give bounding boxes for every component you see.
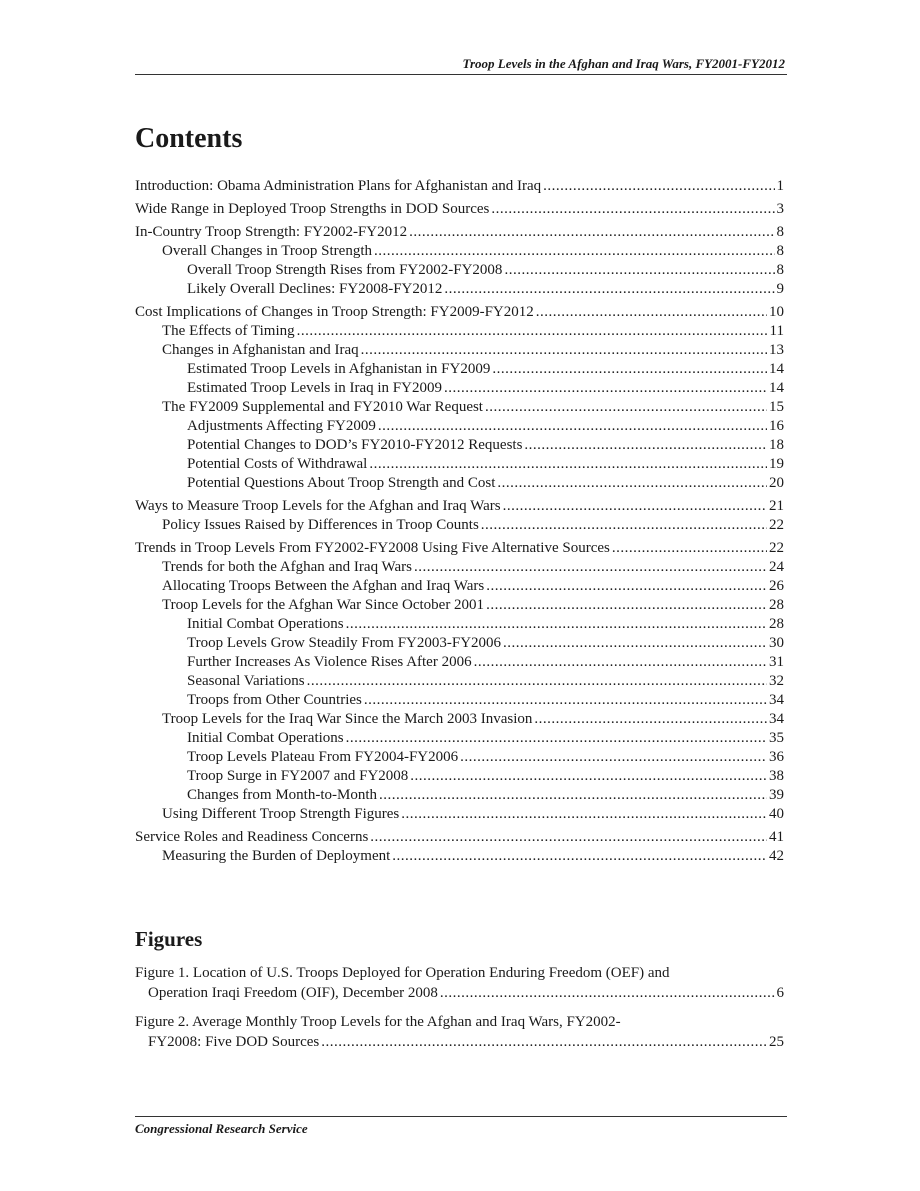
footer-rule (135, 1116, 787, 1117)
toc-entry-title: Potential Questions About Troop Strength and Cost (187, 475, 496, 491)
toc-entry[interactable] (135, 748, 784, 767)
toc-dot-leader (346, 615, 767, 634)
toc-entry-title: Further Increases As Violence Rises After 2006 (187, 654, 472, 670)
toc-entry-title: Ways to Measure Troop Levels for the Afghan and Iraq Wars (135, 498, 501, 514)
toc-entry[interactable] (135, 261, 784, 280)
running-header: Troop Levels in the Afghan and Iraq Wars, FY2001-FY2012 (462, 56, 785, 71)
toc-page-number: 1 (776, 178, 784, 194)
toc-entry[interactable] (135, 615, 784, 634)
toc-entry-title: Seasonal Variations (187, 673, 305, 689)
toc-entry-title: Initial Combat Operations (187, 616, 344, 632)
toc-dot-leader (444, 280, 774, 299)
toc-dot-leader (486, 596, 767, 615)
contents-heading: Contents (135, 123, 243, 154)
figure-entry-continuation (135, 1032, 784, 1052)
toc-page-number: 31 (769, 654, 784, 670)
toc-entry-title: Troops from Other Countries (187, 692, 362, 708)
figure-page-number: 6 (776, 985, 784, 1001)
toc-dot-leader (534, 710, 767, 729)
toc-entry-title: In-Country Troop Strength: FY2002-FY2012 (135, 224, 408, 240)
toc-entry-title: Using Different Troop Strength Figures (162, 806, 400, 822)
toc-dot-leader (444, 379, 767, 398)
toc-page-number: 22 (769, 517, 784, 533)
toc-dot-leader (361, 341, 767, 360)
toc-entry[interactable] (135, 497, 784, 516)
toc-page-number: 15 (769, 399, 784, 415)
toc-page-number: 8 (776, 262, 784, 278)
toc-page-number: 21 (769, 498, 784, 514)
figure-entry[interactable] (135, 1012, 784, 1052)
toc-page-number: 11 (769, 323, 784, 339)
toc-page-number: 28 (769, 597, 784, 613)
toc-page-number: 8 (776, 243, 784, 259)
toc-entry-title: Measuring the Burden of Deployment (162, 848, 391, 864)
toc-page-number: 14 (769, 380, 784, 396)
toc-entry[interactable] (135, 539, 784, 558)
toc-page-number: 39 (769, 787, 784, 803)
toc-page-number: 34 (769, 711, 784, 727)
toc-entry[interactable] (135, 200, 784, 219)
toc-entry[interactable] (135, 455, 784, 474)
toc-entry[interactable] (135, 828, 784, 847)
toc-dot-leader (374, 242, 775, 261)
toc-entry-title: Potential Costs of Withdrawal (187, 456, 368, 472)
figure-entry-subtitle: FY2008: Five DOD Sources (148, 1034, 320, 1050)
list-of-figures (135, 963, 784, 1061)
toc-entry-title: Trends for both the Afghan and Iraq Wars (162, 559, 412, 575)
toc-dot-leader (485, 398, 767, 417)
figure-entry-title: Figure 2. Average Monthly Troop Levels for the Afghan and Iraq Wars, FY2002- (135, 1014, 621, 1030)
toc-entry[interactable] (135, 577, 784, 596)
toc-entry[interactable] (135, 653, 784, 672)
toc-dot-leader (503, 497, 767, 516)
toc-page-number: 35 (769, 730, 784, 746)
toc-dot-leader (379, 786, 767, 805)
toc-page-number: 20 (769, 475, 784, 491)
toc-dot-leader (346, 729, 767, 748)
toc-dot-leader (491, 200, 774, 219)
toc-entry[interactable] (135, 847, 784, 866)
toc-entry-title: Troop Levels for the Iraq War Since the March 2003 Invasion (162, 711, 533, 727)
toc-page-number: 16 (769, 418, 784, 434)
toc-dot-leader (481, 516, 767, 535)
table-of-contents (135, 177, 784, 866)
toc-entry-title: Overall Troop Strength Rises from FY2002-FY2008 (187, 262, 503, 278)
toc-entry-title: Introduction: Obama Administration Plans for Afghanistan and Iraq (135, 178, 542, 194)
toc-entry[interactable] (135, 341, 784, 360)
toc-entry-title: Wide Range in Deployed Troop Strengths in DOD Sources (135, 201, 490, 217)
toc-dot-leader (364, 691, 767, 710)
toc-page-number: 19 (769, 456, 784, 472)
figure-entry-continuation (135, 983, 784, 1003)
header-rule (135, 74, 787, 75)
toc-entry-title: Allocating Troops Between the Afghan and Iraq Wars (162, 578, 485, 594)
toc-page-number: 9 (776, 281, 784, 297)
toc-entry-title: Cost Implications of Changes in Troop Strength: FY2009-FY2012 (135, 304, 534, 320)
toc-dot-leader (401, 805, 767, 824)
toc-entry[interactable] (135, 786, 784, 805)
toc-dot-leader (307, 672, 767, 691)
toc-entry-title: Troop Surge in FY2007 and FY2008 (187, 768, 409, 784)
toc-page-number: 10 (769, 304, 784, 320)
toc-entry-title: Troop Levels Plateau From FY2004-FY2006 (187, 749, 459, 765)
toc-dot-leader (370, 828, 767, 847)
toc-entry[interactable] (135, 242, 784, 261)
toc-entry-title: Troop Levels for the Afghan War Since October 2001 (162, 597, 485, 613)
toc-dot-leader (409, 223, 774, 242)
toc-dot-leader (497, 474, 767, 493)
toc-page-number: 32 (769, 673, 784, 689)
toc-entry[interactable] (135, 691, 784, 710)
toc-dot-leader (410, 767, 767, 786)
figure-entry-title: Figure 1. Location of U.S. Troops Deployed for Operation Enduring Freedom (OEF) and (135, 965, 670, 981)
toc-entry-title: Estimated Troop Levels in Afghanistan in FY2009 (187, 361, 491, 377)
toc-entry[interactable] (135, 436, 784, 455)
toc-page-number: 42 (769, 848, 784, 864)
toc-entry[interactable] (135, 558, 784, 577)
toc-entry-title: Policy Issues Raised by Differences in Troop Counts (162, 517, 479, 533)
toc-entry-title: Initial Combat Operations (187, 730, 344, 746)
toc-dot-leader (524, 436, 767, 455)
footer-text: Congressional Research Service (135, 1121, 308, 1136)
toc-page-number: 18 (769, 437, 784, 453)
toc-entry[interactable] (135, 474, 784, 493)
toc-page-number: 8 (776, 224, 784, 240)
toc-dot-leader (543, 177, 774, 196)
toc-page-number: 34 (769, 692, 784, 708)
figure-page-number: 25 (769, 1034, 784, 1050)
toc-entry-title: Changes from Month-to-Month (187, 787, 377, 803)
toc-dot-leader (486, 577, 767, 596)
toc-page-number: 24 (769, 559, 784, 575)
figure-dot-leader (440, 983, 775, 1003)
toc-dot-leader (369, 455, 767, 474)
toc-entry[interactable] (135, 516, 784, 535)
toc-entry-title: Service Roles and Readiness Concerns (135, 829, 369, 845)
toc-entry-title: The FY2009 Supplemental and FY2010 War Request (162, 399, 483, 415)
toc-page-number: 26 (769, 578, 784, 594)
toc-entry[interactable] (135, 672, 784, 691)
toc-entry[interactable] (135, 398, 784, 417)
toc-dot-leader (392, 847, 767, 866)
toc-dot-leader (612, 539, 767, 558)
toc-entry[interactable] (135, 379, 784, 398)
toc-entry-title: Estimated Troop Levels in Iraq in FY2009 (187, 380, 442, 396)
toc-entry-title: Overall Changes in Troop Strength (162, 243, 372, 259)
toc-entry[interactable] (135, 280, 784, 299)
toc-entry[interactable] (135, 596, 784, 615)
toc-page-number: 36 (769, 749, 784, 765)
toc-entry-title: The Effects of Timing (162, 323, 295, 339)
toc-page-number: 14 (769, 361, 784, 377)
toc-entry-title: Potential Changes to DOD’s FY2010-FY2012 Requests (187, 437, 523, 453)
toc-page-number: 38 (769, 768, 784, 784)
toc-dot-leader (414, 558, 767, 577)
toc-dot-leader (460, 748, 767, 767)
figures-heading: Figures (135, 927, 203, 951)
toc-page-number: 40 (769, 806, 784, 822)
toc-entry-title: Adjustments Affecting FY2009 (187, 418, 376, 434)
figure-dot-leader (321, 1032, 767, 1052)
toc-dot-leader (474, 653, 767, 672)
toc-entry[interactable] (135, 322, 784, 341)
toc-entry[interactable] (135, 177, 784, 196)
toc-page-number: 41 (769, 829, 784, 845)
toc-page-number: 28 (769, 616, 784, 632)
toc-page-number: 30 (769, 635, 784, 651)
figure-entry-subtitle: Operation Iraqi Freedom (OIF), December 2008 (148, 985, 438, 1001)
toc-page-number: 3 (776, 201, 784, 217)
toc-entry[interactable] (135, 223, 784, 242)
toc-entry-title: Changes in Afghanistan and Iraq (162, 342, 359, 358)
toc-entry[interactable] (135, 710, 784, 729)
toc-dot-leader (503, 634, 767, 653)
toc-entry-title: Troop Levels Grow Steadily From FY2003-FY2006 (187, 635, 502, 651)
toc-entry[interactable] (135, 805, 784, 824)
toc-dot-leader (297, 322, 768, 341)
toc-page-number: 13 (769, 342, 784, 358)
toc-dot-leader (492, 360, 767, 379)
toc-entry[interactable] (135, 360, 784, 379)
toc-dot-leader (536, 303, 767, 322)
toc-dot-leader (504, 261, 774, 280)
toc-entry[interactable] (135, 634, 784, 653)
toc-entry[interactable] (135, 417, 784, 436)
toc-page-number: 22 (769, 540, 784, 556)
toc-entry[interactable] (135, 303, 784, 322)
toc-entry-title: Trends in Troop Levels From FY2002-FY2008 Using Five Alternative Sources (135, 540, 610, 556)
toc-entry[interactable] (135, 729, 784, 748)
toc-entry-title: Likely Overall Declines: FY2008-FY2012 (187, 281, 443, 297)
toc-entry[interactable] (135, 767, 784, 786)
toc-dot-leader (378, 417, 767, 436)
figure-entry[interactable] (135, 963, 784, 1003)
